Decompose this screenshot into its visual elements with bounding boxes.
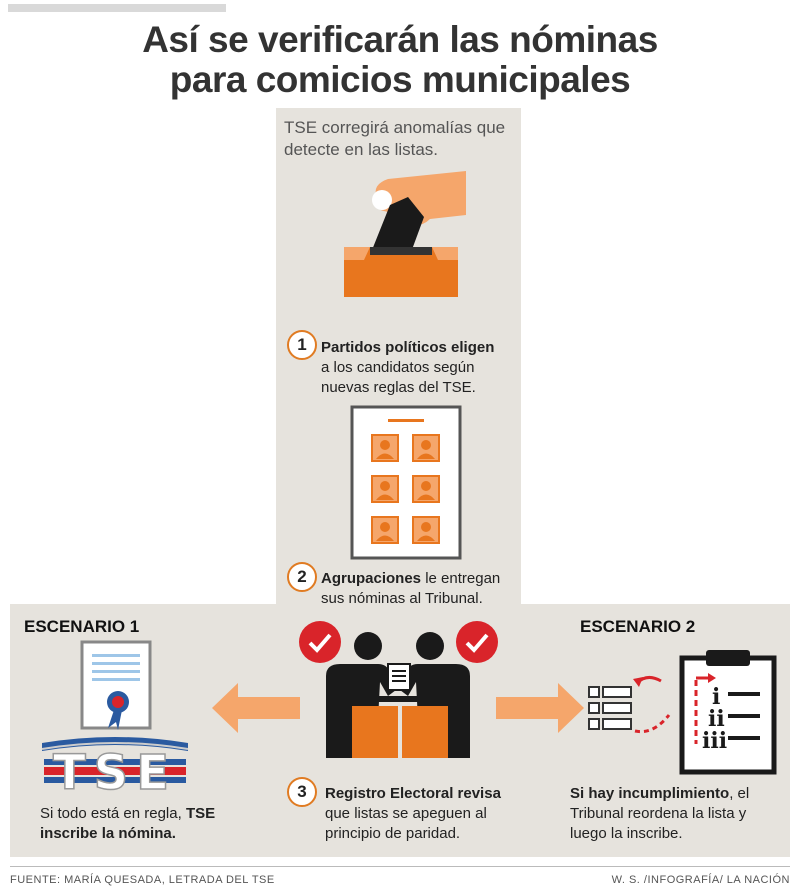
arrow-right-icon [496, 683, 584, 733]
subtitle: TSE corregirá anomalías que detecte en las listas. [284, 118, 506, 159]
footer-source: FUENTE: MARÍA QUESADA, LETRADA DEL TSE [10, 874, 275, 886]
clipboard-icon [678, 648, 778, 776]
arrow-left-icon [212, 683, 300, 733]
step-3-bold: Registro Electoral revisa [325, 785, 501, 802]
candidate-board-icon [350, 405, 462, 560]
title-line-2: para comicios municipales [169, 59, 631, 100]
handshake-icon [318, 630, 478, 762]
scenario-2-heading: ESCENARIO 2 [580, 617, 696, 636]
top-bar [8, 4, 226, 12]
page-title [0, 20, 800, 100]
footer-credit: W. S. /INFOGRAFÍA/ LA NACIÓN [611, 874, 790, 886]
scenario-2-text-rest: , el Tribunal reordena la lista y luego la inscribe. [570, 785, 750, 842]
scenario-1-heading: ESCENARIO 1 [24, 617, 140, 636]
tse-logo-icon [40, 735, 190, 800]
step-2-bold: Agrupaciones [321, 570, 422, 587]
scenario-2-text [570, 784, 785, 844]
step-3-text [325, 784, 535, 844]
scenario-1-text [40, 804, 260, 844]
clipboard-label-3: iii [702, 728, 728, 754]
title-line-1: Así se verificarán las nóminas [142, 19, 658, 60]
ballot-box-icon [330, 165, 480, 300]
scenario-1-text-bold: TSE inscribe la nómina. [40, 805, 216, 842]
step-2-text [321, 569, 521, 609]
clipboard-label-2: ii [708, 706, 725, 732]
scenario-1-text-pre: Si todo está en regla, [40, 805, 186, 822]
tse-logo-text: TSE [52, 745, 178, 801]
certificate-icon [80, 640, 152, 730]
list-reorder-icon [587, 665, 677, 740]
scenario-2-text-bold: Si hay incumplimiento [570, 785, 730, 802]
step-3-rest: que listas se apeguen al principio de paridad. [325, 805, 487, 842]
step-1-bold: Partidos políticos eligen [321, 339, 495, 356]
step-2-number: 2 [287, 562, 317, 592]
step-1-number: 1 [287, 330, 317, 360]
step-1-text [321, 338, 516, 398]
footer-divider [10, 866, 790, 867]
step-1-rest: a los candidatos según nuevas reglas del TSE. [321, 359, 476, 396]
step-2-rest: le entregan sus nóminas al Tribunal. [321, 570, 501, 607]
step-3-number: 3 [287, 777, 317, 807]
clipboard-label-1: i [712, 684, 721, 710]
